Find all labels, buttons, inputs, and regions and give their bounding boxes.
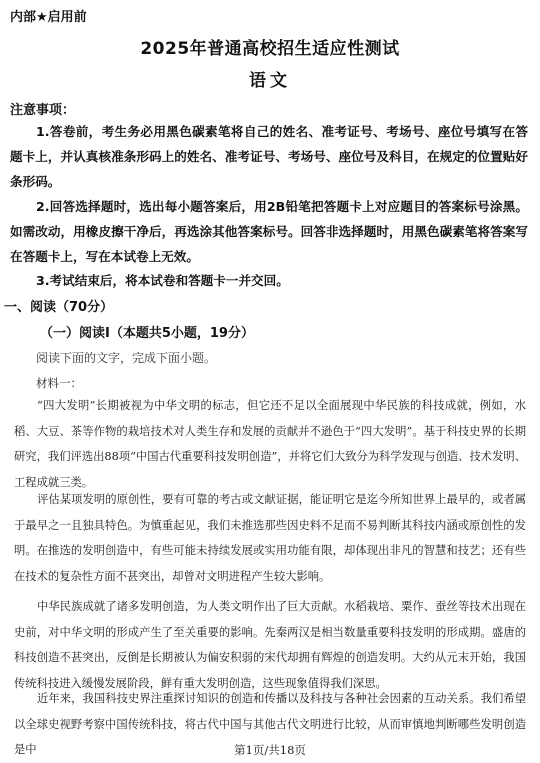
confidential-mark: 内部★启用前 [10,10,87,25]
notice-heading: 注意事项： [10,103,76,118]
subsection-heading: （一）阅读Ⅰ（本题共5小题，19分） [40,326,254,341]
notice-item: 1.答卷前，考生务必用黑色碳素笔将自己的姓名、准考证号、考场号、座位号填写在答题卡上，并认真核准条形码上的姓名、准考证号、考场号、座位号及科目，在规定的位置贴好条形码。 [10,124,528,189]
reading-paragraph: “四大发明”长期被视为中华文明的标志，但它还不足以全面展现中华民族的科技成就，例如，水稻、大豆、茶等作物的栽培技术对人类生存和发展的贡献并不逊色于“四大发明”。基于科技史界的长期研究，我们评选出88项“中国古代重要科技发明创造”，并将它们大致分为科学发现与创造、技术发明、工程成就三类。 [14,399,526,489]
reading-paragraph: 中华民族成就了诸多发明创造，为人类文明作出了巨大贡献。水稻栽培、粟作、蚕丝等技术出现在史前，对中华文明的形成产生了至关重要的影响。先秦两汉是相当数量重要科技发明的形成期。盛唐的科技创造不甚突出，反倒是长期被认为偏安积弱的宋代却拥有辉煌的创造发明。大约从元末开始，我国传统科技进入缓慢发展阶段，鲜有重大发明创造，这些现象值得我们深思。 [14,600,526,690]
reading-paragraph: 近年来，我国科技史界注重探讨知识的创造和传播以及科技与各种社会因素的互动关系。我们希望以全球史视野考察中国传统科技，将古代中国与其他古代文明进行比较，从而审慎地判断哪些发明创造是中 [14,692,526,756]
material-label: 材料一： [36,376,82,390]
notice-item: 2.回答选择题时，选出每小题答案后，用2B铅笔把答题卡上对应题目的答案标号涂黑。如需改动，用橡皮擦干净后，再选涂其他答案标号。回答非选择题时，用黑色碳素笔将答案写在答题卡上，写在本试卷上无效。 [10,199,528,264]
subject-title: 语文 [249,71,291,91]
page-number: 第1页/共18页 [234,743,306,757]
notice-item: 3.考试结束后，将本试卷和答题卡一并交回。 [36,273,289,288]
reading-paragraph: 评估某项发明的原创性，要有可靠的考古或文献证据，能证明它是迄今所知世界上最早的，或者属于最早之一且独具特色。为慎重起见，我们未推选那些因史料不足而不易判断其科技内涵或原创性的发明。在推选的发明创造中，有些可能未持续发展或实用功能有限，却体现出非凡的智慧和技艺；还有些在技术的复杂性方面不甚突出，却曾对文明进程产生较大影响。 [14,493,526,583]
exam-title: 2025年普通高校招生适应性测试 [140,39,400,59]
reading-instruction: 阅读下面的文字，完成下面小题。 [36,351,217,365]
section-heading: 一、阅读（70分） [4,300,114,315]
